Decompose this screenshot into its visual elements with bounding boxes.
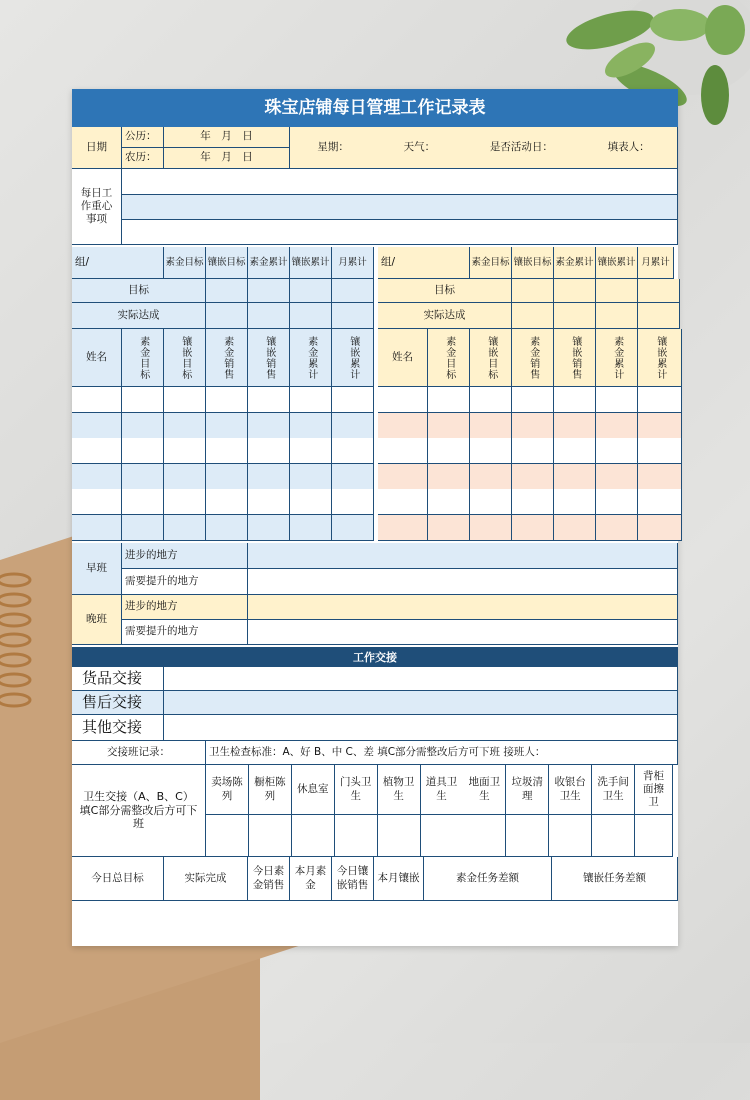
left-group-name-col: [332, 329, 374, 387]
left-group-row-cell[interactable]: [122, 413, 164, 439]
left-group-target-cell[interactable]: [248, 279, 290, 303]
left-group-row-cell[interactable]: [290, 515, 332, 541]
focus-input-2[interactable]: [122, 195, 678, 220]
left-group-row-cell[interactable]: [248, 387, 290, 413]
right-group-row-cell[interactable]: [428, 515, 470, 541]
left-group-name-col: [122, 329, 164, 387]
evening-progress-label: 进步的地方: [122, 595, 248, 620]
left-group-row-cell[interactable]: [122, 464, 164, 490]
weekday-label: 星期：: [317, 140, 349, 153]
right-group-row-cell[interactable]: [554, 438, 596, 464]
right-group-col-header: 镶嵌累计: [596, 247, 638, 279]
left-group-name-label: 姓名: [72, 329, 122, 387]
hygiene-item-label: 地面卫生: [463, 765, 506, 815]
left-group-row-cell[interactable]: [164, 413, 206, 439]
left-group-target-cell[interactable]: [332, 279, 374, 303]
handover-band: 工作交接: [72, 647, 678, 667]
right-group-row-cell[interactable]: [596, 489, 638, 515]
left-group-name-col-label: 镶嵌目标: [179, 335, 191, 380]
left-group-row-cell[interactable]: [122, 438, 164, 464]
right-group-name-col-label: 素金目标: [443, 335, 455, 380]
hygiene-item-grade[interactable]: [249, 815, 292, 857]
right-group-target-label: 目标: [378, 279, 512, 303]
right-group-row-cell[interactable]: [638, 464, 682, 490]
right-group-name-col: [428, 329, 470, 387]
left-group-row-cell[interactable]: [206, 438, 248, 464]
hygiene-standard-label: 卫生检查标准：A、好 B、中 C、差 填C部分需整改后方可下班 接班人：: [206, 741, 678, 765]
left-group-actual-cell[interactable]: [248, 303, 290, 329]
right-group-row-cell[interactable]: [638, 489, 682, 515]
left-group-row-cell[interactable]: [122, 489, 164, 515]
right-group-row-cell[interactable]: [512, 387, 554, 413]
left-group-row-cell[interactable]: [332, 489, 374, 515]
hygiene-item-label: 洗手间卫生: [592, 765, 635, 815]
right-group-name-col-label: 镶嵌目标: [485, 335, 497, 380]
record-sheet: [72, 89, 678, 946]
left-group-name-col: [290, 329, 332, 387]
right-group-actual-cell[interactable]: [512, 303, 554, 329]
right-group-col-header: 素金目标: [470, 247, 512, 279]
hygiene-item-label: 植物卫生: [378, 765, 421, 815]
right-group-name-col: [512, 329, 554, 387]
hygiene-item-grade[interactable]: [421, 815, 464, 857]
right-group-row-cell[interactable]: [470, 387, 512, 413]
morning-improve-label: 需要提升的地方: [122, 569, 248, 595]
right-group-actual-cell[interactable]: [596, 303, 638, 329]
left-group-col-header: 月累计: [332, 247, 374, 279]
left-group-row-cell[interactable]: [332, 515, 374, 541]
gregorian-label: 公历：: [122, 127, 164, 148]
spiral-rings: [0, 570, 60, 720]
left-group-row-name[interactable]: [72, 387, 122, 413]
left-group-row-cell[interactable]: [164, 515, 206, 541]
right-group-name-col-label: 素金累计: [611, 335, 623, 380]
right-group-row-name[interactable]: [378, 387, 428, 413]
right-group-row-cell[interactable]: [554, 464, 596, 490]
left-group-row-cell[interactable]: [248, 515, 290, 541]
left-group-col-header: 镶嵌累计: [290, 247, 332, 279]
goods-handover-input[interactable]: [164, 667, 678, 691]
left-group-name-col-label: 素金目标: [137, 335, 149, 380]
left-group-row-cell[interactable]: [164, 489, 206, 515]
right-group-actual-cell[interactable]: [554, 303, 596, 329]
summary-cell: 今日素金销售: [248, 857, 290, 901]
left-group-actual-cell[interactable]: [290, 303, 332, 329]
left-group-name-col-label: 镶嵌销售: [263, 335, 275, 380]
summary-cell: 本月素金: [290, 857, 332, 901]
left-group-name-col-label: 素金销售: [221, 335, 233, 380]
left-group-row-cell[interactable]: [332, 413, 374, 439]
right-group-target-cell[interactable]: [512, 279, 554, 303]
hygiene-item-label: 卖场陈列: [206, 765, 249, 815]
right-group-row-cell[interactable]: [512, 438, 554, 464]
morning-progress-label: 进步的地方: [122, 543, 248, 569]
lunar-label: 农历：: [122, 148, 164, 169]
right-group-row-cell[interactable]: [470, 515, 512, 541]
hygiene-item-label: 门头卫生: [335, 765, 378, 815]
other-handover-label: 其他交接: [72, 715, 164, 741]
right-group-row-cell[interactable]: [428, 387, 470, 413]
left-group-name-col: [248, 329, 290, 387]
left-group-row-cell[interactable]: [206, 387, 248, 413]
right-group-row-cell[interactable]: [512, 515, 554, 541]
left-group-row-name[interactable]: [72, 489, 122, 515]
right-group-row-cell[interactable]: [596, 438, 638, 464]
left-group-row-cell[interactable]: [248, 489, 290, 515]
left-group-name-col-label: 镶嵌累计: [347, 335, 359, 380]
left-group-target-cell[interactable]: [290, 279, 332, 303]
summary-cell: 今日总目标: [72, 857, 164, 901]
left-group-row-cell[interactable]: [164, 464, 206, 490]
hygiene-handover-title: 卫生交接（A、B、C）填C部分需整改后方可下班: [72, 765, 206, 857]
right-group-actual-cell[interactable]: [638, 303, 680, 329]
summary-cell: 实际完成: [164, 857, 248, 901]
left-group-row-cell[interactable]: [122, 515, 164, 541]
left-group-name-col: [206, 329, 248, 387]
summary-cell: 本月镶嵌: [374, 857, 424, 901]
hygiene-item-grade[interactable]: [506, 815, 549, 857]
event-day-label: 是否活动日：: [489, 140, 553, 153]
left-group-row-cell[interactable]: [290, 413, 332, 439]
right-group-target-cell[interactable]: [554, 279, 596, 303]
left-group-name-col-label: 素金累计: [305, 335, 317, 380]
gregorian-date-field[interactable]: 年 月 日: [164, 127, 290, 148]
hygiene-item-grade[interactable]: [592, 815, 635, 857]
right-group-row-cell[interactable]: [638, 387, 682, 413]
right-group-row-cell[interactable]: [554, 413, 596, 439]
focus-input-3[interactable]: [122, 220, 678, 245]
info-row: [290, 127, 678, 169]
left-group-col-header: 镶嵌目标: [206, 247, 248, 279]
left-group-row-cell[interactable]: [164, 438, 206, 464]
left-group-row-cell[interactable]: [332, 387, 374, 413]
evening-progress-input[interactable]: [248, 595, 678, 620]
left-group-row-cell[interactable]: [206, 464, 248, 490]
evening-shift-label: 晚班: [72, 595, 122, 645]
right-group-row-cell[interactable]: [554, 515, 596, 541]
hygiene-item-label: 道具卫生: [421, 765, 464, 815]
date-label: 日期: [72, 127, 122, 169]
morning-shift-label: 早班: [72, 543, 122, 595]
hygiene-item-grade[interactable]: [378, 815, 421, 857]
left-group-row-name[interactable]: [72, 515, 122, 541]
right-group-name-col: [638, 329, 682, 387]
morning-improve-input[interactable]: [248, 569, 678, 595]
left-group-row-cell[interactable]: [206, 413, 248, 439]
right-group-name-label: 姓名: [378, 329, 428, 387]
hygiene-item-grade[interactable]: [635, 815, 673, 857]
right-group-target-cell[interactable]: [638, 279, 680, 303]
right-group-row-cell[interactable]: [596, 413, 638, 439]
right-group-actual-label: 实际达成: [378, 303, 512, 329]
handover-record-label: 交接班记录：: [72, 741, 206, 765]
left-group-actual-cell[interactable]: [206, 303, 248, 329]
left-group-row-cell[interactable]: [206, 489, 248, 515]
right-group-name-col-label: 镶嵌累计: [654, 335, 666, 380]
hygiene-item-label: 橱柜陈列: [249, 765, 292, 815]
left-group-row-cell[interactable]: [290, 387, 332, 413]
right-group-row-cell[interactable]: [428, 438, 470, 464]
hygiene-item-grade[interactable]: [292, 815, 335, 857]
left-group-row-cell[interactable]: [206, 515, 248, 541]
aftersale-handover-label: 售后交接: [72, 691, 164, 715]
left-group-row-cell[interactable]: [290, 438, 332, 464]
hygiene-item-label: 垃圾清理: [506, 765, 549, 815]
hygiene-item-grade[interactable]: [549, 815, 592, 857]
right-group-row-cell[interactable]: [428, 413, 470, 439]
hygiene-item-grade[interactable]: [463, 815, 506, 857]
right-group-row-cell[interactable]: [470, 438, 512, 464]
left-group-row-cell[interactable]: [248, 413, 290, 439]
left-group-row-cell[interactable]: [290, 464, 332, 490]
right-group-row-name[interactable]: [378, 464, 428, 490]
left-group-col-header: 素金累计: [248, 247, 290, 279]
right-group-row-cell[interactable]: [596, 515, 638, 541]
hygiene-item-label: 休息室: [292, 765, 335, 815]
hygiene-item-label: 收银台卫生: [549, 765, 592, 815]
right-group-row-name[interactable]: [378, 515, 428, 541]
evening-improve-label: 需要提升的地方: [122, 620, 248, 645]
right-group-row-cell[interactable]: [596, 387, 638, 413]
right-group-row-cell[interactable]: [512, 489, 554, 515]
left-group-row-cell[interactable]: [122, 387, 164, 413]
left-group-row-name[interactable]: [72, 464, 122, 490]
filler-label: 填表人：: [607, 140, 650, 153]
right-group-name-col: [554, 329, 596, 387]
right-group-name-col-label: 镶嵌销售: [569, 335, 581, 380]
right-group-row-cell[interactable]: [638, 413, 682, 439]
hygiene-item-grade[interactable]: [206, 815, 249, 857]
right-group-row-cell[interactable]: [512, 413, 554, 439]
left-group-row-cell[interactable]: [290, 489, 332, 515]
left-group-target-label: 目标: [72, 279, 206, 303]
right-group-name-col: [596, 329, 638, 387]
evening-improve-input[interactable]: [248, 620, 678, 645]
right-group-row-cell[interactable]: [470, 464, 512, 490]
left-group-actual-label: 实际达成: [72, 303, 206, 329]
right-group-label: 组/: [378, 247, 470, 279]
left-group-label: 组/: [72, 247, 164, 279]
left-group-name-col: [164, 329, 206, 387]
right-group-row-name[interactable]: [378, 413, 428, 439]
right-group-row-cell[interactable]: [554, 387, 596, 413]
summary-cell: 今日镶嵌销售: [332, 857, 374, 901]
right-group-name-col-label: 素金销售: [527, 335, 539, 380]
left-group-row-name[interactable]: [72, 438, 122, 464]
lunar-date-field[interactable]: 年 月 日: [164, 148, 290, 169]
right-group-row-cell[interactable]: [512, 464, 554, 490]
right-group-row-cell[interactable]: [428, 464, 470, 490]
right-group-row-cell[interactable]: [596, 464, 638, 490]
goods-handover-label: 货品交接: [72, 667, 164, 691]
right-group-row-cell[interactable]: [554, 489, 596, 515]
summary-cell: 镶嵌任务差额: [552, 857, 678, 901]
hygiene-item-grade[interactable]: [335, 815, 378, 857]
right-group-row-cell[interactable]: [428, 489, 470, 515]
left-group-row-cell[interactable]: [248, 438, 290, 464]
left-group-row-name[interactable]: [72, 413, 122, 439]
right-group-name-col: [470, 329, 512, 387]
right-group-row-cell[interactable]: [470, 413, 512, 439]
right-group-row-name[interactable]: [378, 438, 428, 464]
focus-label: 每日工作重心事项: [72, 169, 122, 245]
right-group-col-header: 素金累计: [554, 247, 596, 279]
page-title: 珠宝店铺每日管理工作记录表: [72, 89, 678, 127]
other-handover-input[interactable]: [164, 715, 678, 741]
right-group-row-name[interactable]: [378, 489, 428, 515]
weather-label: 天气：: [403, 140, 436, 153]
right-group-row-cell[interactable]: [470, 489, 512, 515]
summary-cell: 素金任务差额: [424, 857, 552, 901]
right-group-row-cell[interactable]: [638, 515, 682, 541]
left-group-row-cell[interactable]: [332, 464, 374, 490]
left-group-row-cell[interactable]: [332, 438, 374, 464]
hygiene-item-label: 背柜面擦卫: [635, 765, 673, 815]
right-group-col-header: 镶嵌目标: [512, 247, 554, 279]
right-group-col-header: 月累计: [638, 247, 674, 279]
right-group-row-cell[interactable]: [638, 438, 682, 464]
left-group-col-header: 素金目标: [164, 247, 206, 279]
left-group-target-cell[interactable]: [206, 279, 248, 303]
left-group-row-cell[interactable]: [248, 464, 290, 490]
left-group-row-cell[interactable]: [164, 387, 206, 413]
focus-input-1[interactable]: [122, 169, 678, 195]
right-group-target-cell[interactable]: [596, 279, 638, 303]
left-group-actual-cell[interactable]: [332, 303, 374, 329]
aftersale-handover-input[interactable]: [164, 691, 678, 715]
morning-progress-input[interactable]: [248, 543, 678, 569]
